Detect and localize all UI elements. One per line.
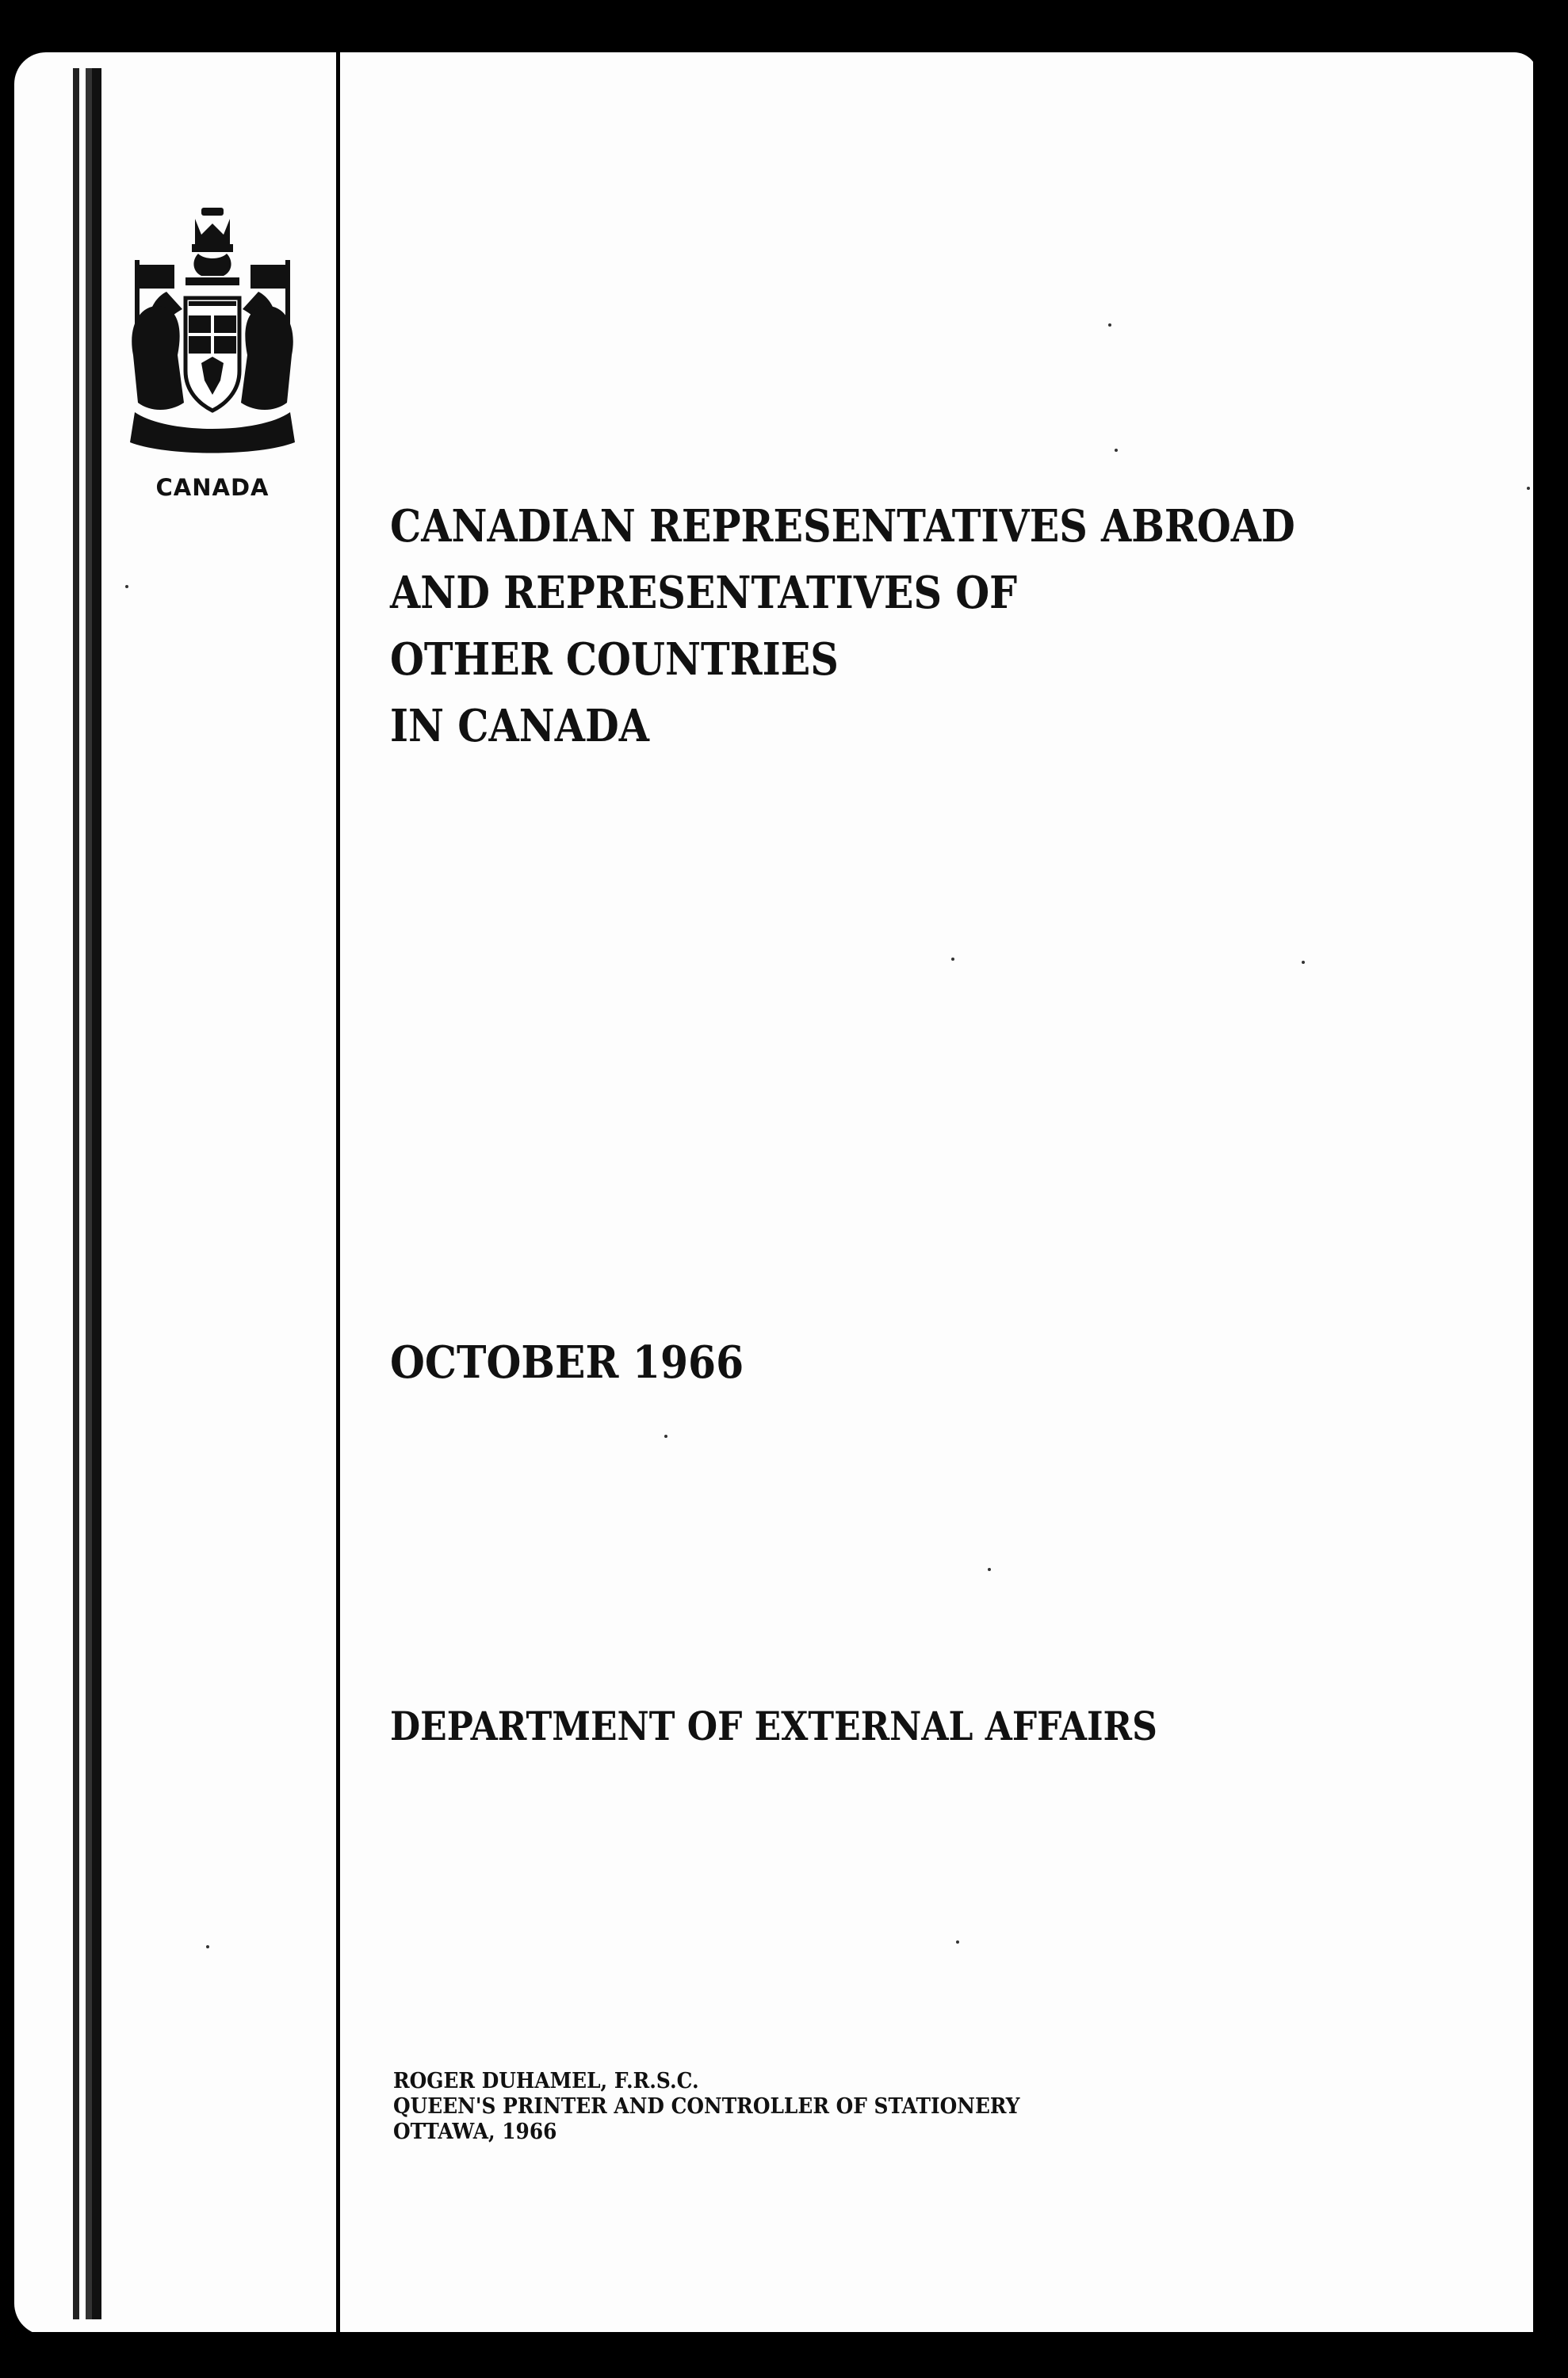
title-line-1: CANADIAN REPRESENTATIVES ABROAD (390, 500, 1295, 552)
scan-speck (1108, 323, 1111, 327)
scan-speck (988, 1568, 991, 1571)
page-binding-shadow (92, 68, 101, 2319)
scan-bottom-border (0, 2332, 1568, 2378)
emblem-caption: CANADA (155, 474, 270, 501)
title-line-3: OTHER COUNTRIES (390, 633, 839, 686)
imprint-line-3: OTTAWA, 1966 (393, 2120, 557, 2144)
scan-speck (125, 585, 128, 588)
scan-speck (956, 1940, 959, 1944)
coat-of-arms-icon (119, 205, 306, 458)
document-title (390, 493, 1332, 759)
scan-speck (1302, 961, 1305, 964)
scan-speck (951, 958, 954, 961)
scan-speck (1115, 449, 1118, 452)
imprint-line-2: QUEEN'S PRINTER AND CONTROLLER OF STATIONERY (393, 2094, 1020, 2119)
scan-speck (206, 1945, 209, 1948)
scan-right-border (1533, 0, 1568, 2378)
title-line-2: AND REPRESENTATIVES OF (390, 567, 1018, 619)
department-name: DEPARTMENT OF EXTERNAL AFFAIRS (390, 1703, 1157, 1749)
scan-speck (664, 1435, 667, 1438)
scan-speck (1527, 487, 1530, 490)
imprint-line-1: ROGER DUHAMEL, F.R.S.C. (393, 2069, 699, 2093)
title-line-4: IN CANADA (390, 700, 649, 752)
publication-date: OCTOBER 1966 (390, 1336, 744, 1389)
cover-fold-line (336, 52, 340, 2335)
printer-imprint (393, 2069, 1020, 2145)
